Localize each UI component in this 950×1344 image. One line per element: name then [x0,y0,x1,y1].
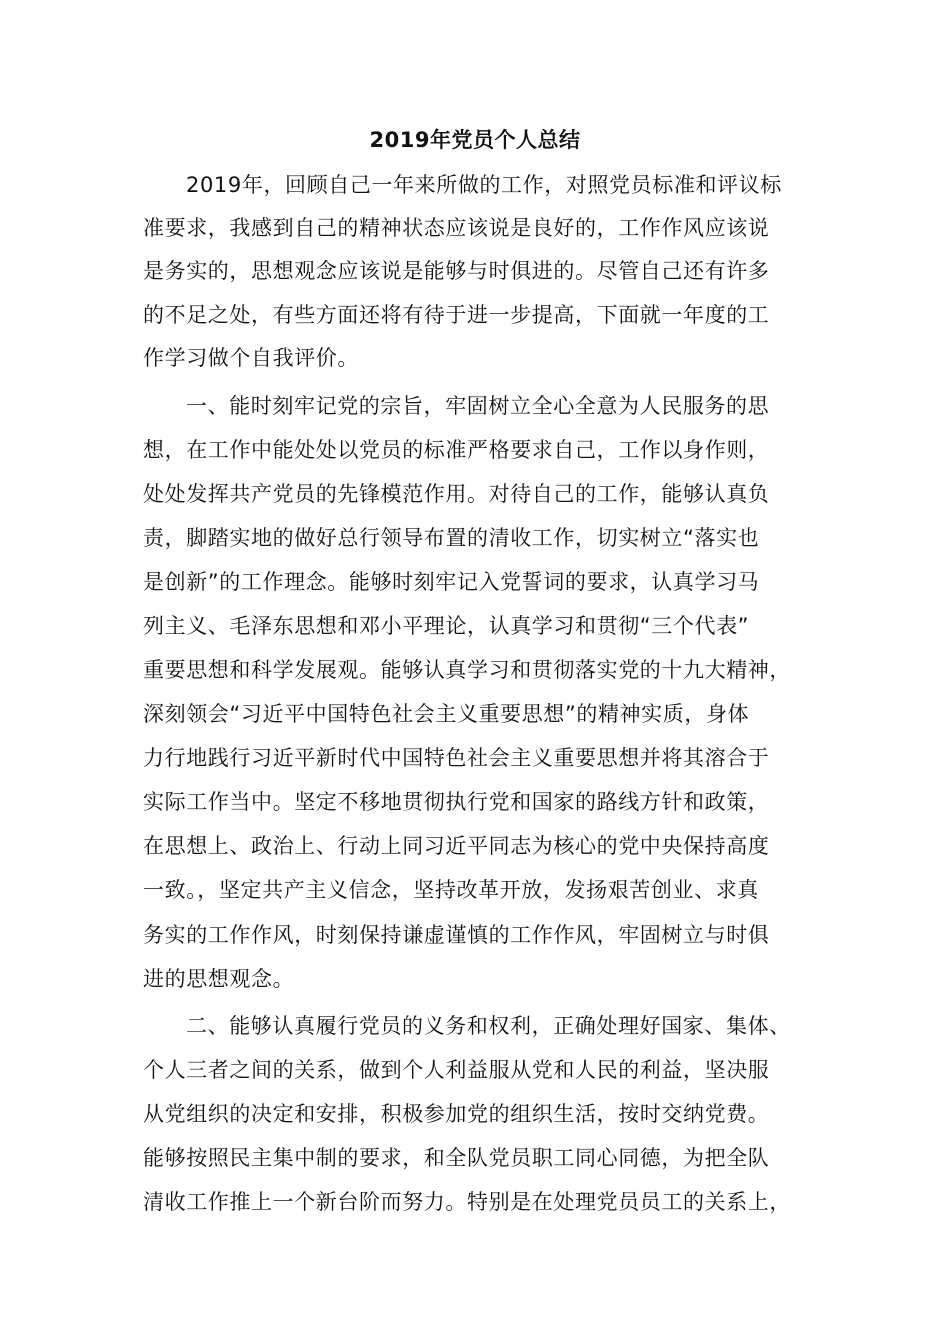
paragraph-line: 是创新”的工作理念。能够时刻牢记入党誓词的要求，认真学习马 [143,570,760,594]
paragraph-line: 想，在工作中能处处以党员的标准严格要求自己，工作以身作则， [143,438,770,462]
paragraph-line: 准要求，我感到自己的精神状态应该说是良好的，工作作风应该说 [143,216,770,240]
paragraph-line: 二、能够认真履行党员的义务和权利，正确处理好国家、集体、 [186,1014,791,1038]
paragraph-line: 清收工作推上一个新台阶而努力。特别是在处理党员员工的关系上， [143,1190,791,1214]
paragraph-line: 责，脚踏实地的做好总行领导布置的清收工作，切实树立“落实也 [143,526,760,550]
document-title: 2019年党员个人总结 [369,128,581,152]
paragraph-line: 个人三者之间的关系，做到个人利益服从党和人民的利益，坚决服 [143,1058,770,1082]
paragraph-line: 一致。，坚定共产主义信念，坚持改革开放，发扬艰苦创业、求真 [143,878,759,902]
paragraph-line: 一、能时刻牢记党的宗旨，牢固树立全心全意为人民服务的思 [186,394,770,418]
paragraph-line: 进的思想观念。 [143,967,295,991]
paragraph-line: 实际工作当中。坚定不移地贯彻执行党和国家的路线方针和政策， [143,790,770,814]
paragraph-line: 在思想上、政治上、行动上同习近平同志为核心的党中央保持高度 [143,834,770,858]
paragraph-line: 务实的工作作风，时刻保持谦虚谨慎的工作作风，牢固树立与时俱 [143,923,770,947]
paragraph-line: 力行地践行习近平新时代中国特色社会主义重要思想并将其溶合于 [143,746,770,770]
paragraph-line: 能够按照民主集中制的要求，和全队党员职工同心同德，为把全队 [143,1146,770,1170]
paragraph-line: 从党组织的决定和安排，积极参加党的组织生活，按时交纳党费。 [143,1102,770,1126]
paragraph-line: 深刻领会“习近平中国特色社会主义重要思想”的精神实质，身体 [143,702,750,726]
paragraph-line: 作学习做个自我评价。 [143,346,359,370]
paragraph-line: 处处发挥共产党员的先锋模范作用。对待自己的工作，能够认真负 [143,482,770,506]
paragraph-line: 的不足之处，有些方面还将有待于进一步提高，下面就一年度的工 [143,303,770,327]
paragraph-line: 列主义、毛泽东思想和邓小平理论，认真学习和贯彻“三个代表” [143,614,750,638]
paragraph-line: 重要思想和科学发展观。能够认真学习和贯彻落实党的十九大精神， [143,658,791,682]
paragraph-line: 2019年，回顾自己一年来所做的工作，对照党员标准和评议标 [186,173,782,197]
paragraph-line: 是务实的，思想观念应该说是能够与时俱进的。尽管自己还有许多 [143,259,770,283]
